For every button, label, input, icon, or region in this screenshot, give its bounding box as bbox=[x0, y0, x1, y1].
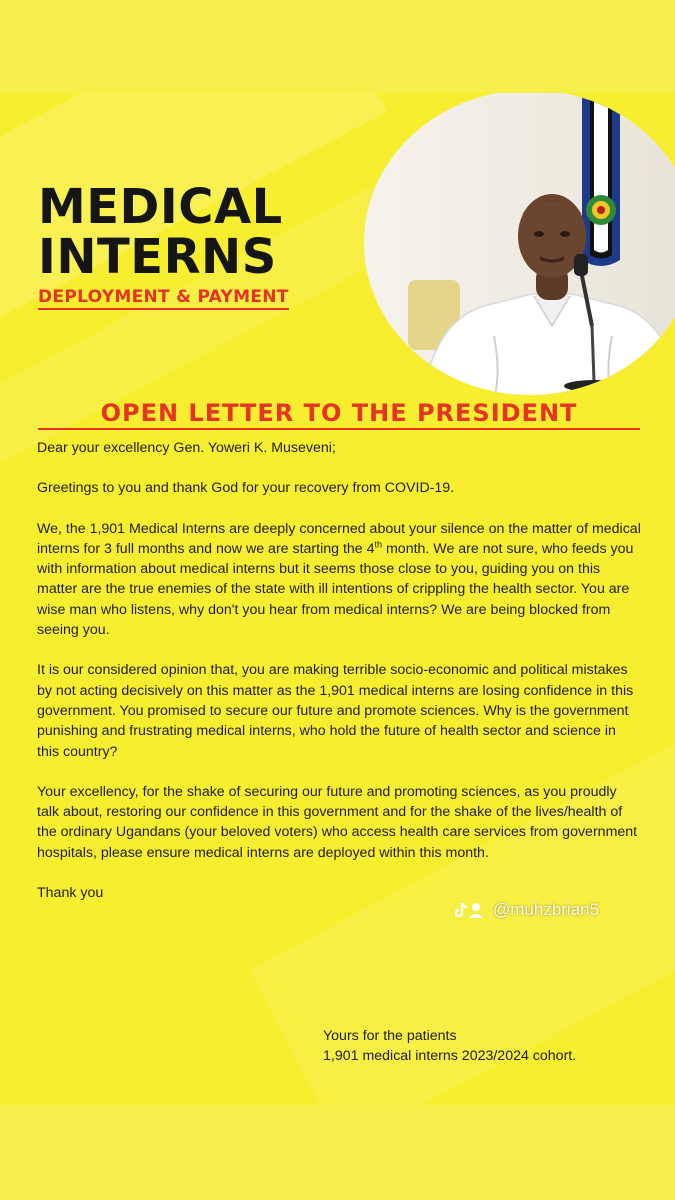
signature-line-1: Yours for the patients bbox=[323, 1028, 457, 1044]
person-illustration bbox=[422, 176, 675, 395]
letter-body bbox=[37, 438, 641, 903]
paragraph-1-text-cont: month. We are not sure, who feeds you with information about medical interns but it seems those close to you, guiding you on this matter are the true enemies of the state with ill intentions of crippling the health sector. You are wise man who listens, why don't you hear from medical interns? We are being blocked from seeing you. bbox=[37, 540, 634, 639]
headline bbox=[38, 179, 283, 285]
salutation: Dear your excellency Gen. Yoweri K. Museveni; bbox=[37, 440, 336, 456]
signature-line-2: 1,901 medical interns 2023/2024 cohort. bbox=[323, 1048, 577, 1065]
tiktok-logo-icon bbox=[455, 901, 487, 919]
headline-line-2: INTERNS bbox=[38, 229, 277, 285]
signature-block bbox=[323, 1026, 576, 1067]
closing: Thank you bbox=[37, 885, 104, 902]
letter-title: OPEN LETTER TO THE PRESIDENT bbox=[38, 399, 640, 430]
paragraph-1-text: We, the 1,901 Medical Interns are deeply concerned about your silence on the matter of medical interns for 3 full months and now we are starting the 4 bbox=[37, 520, 641, 557]
headline-line-1: MEDICAL bbox=[38, 179, 283, 235]
tiktok-watermark bbox=[455, 900, 599, 920]
poster bbox=[0, 93, 675, 1105]
paragraph-2: It is our considered opinion that, you are making terrible socio-economic and political mistakes by not acting decisively on this matter as the 1,901 medical interns are losing confidence in this government. You promised to secure our future and promote sciences. Why is the government punishing and frustrating medical interns, who hold the future of health sector and science in this country? bbox=[37, 662, 634, 760]
paragraph-1 bbox=[37, 519, 641, 641]
paragraph-3: Your excellency, for the shake of securing our future and promoting sciences, as you proudly talk about, restoring our confidence in this government and for the shake of the lives/health of the ordinary Ugandans (your beloved voters) who access health care services from government hospitals, please ensure medical interns are deployed within this month. bbox=[37, 783, 638, 861]
greeting-paragraph: Greetings to you and thank God for your recovery from COVID-19. bbox=[37, 480, 455, 497]
watermark-handle: @muhzbrian5 bbox=[493, 900, 600, 919]
headline-subtitle: DEPLOYMENT & PAYMENT bbox=[38, 287, 289, 310]
president-photo bbox=[364, 93, 675, 395]
ordinal-suffix: th bbox=[374, 539, 383, 550]
